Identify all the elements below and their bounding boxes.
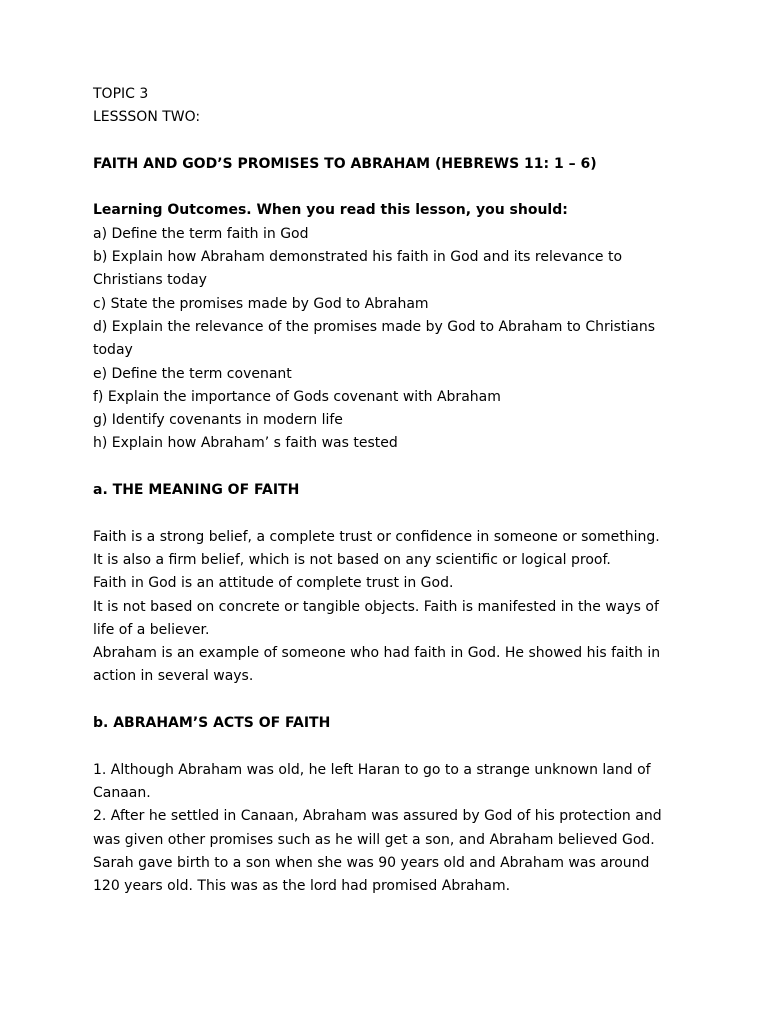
outcome-line: a) Define the term faith in God: [93, 225, 309, 242]
lesson-label: LESSSON TWO:: [93, 109, 201, 126]
outcome-line: c) State the promises made by God to Abraham: [93, 295, 429, 312]
outcomes-heading: Learning Outcomes. When you read this lesson, you should:: [93, 202, 568, 219]
paragraph-line: Faith is a strong belief, a complete trust or confidence in someone or something.: [93, 528, 660, 545]
document-page: [93, 83, 683, 898]
spacer: [93, 689, 683, 712]
outcome-line: today: [93, 342, 133, 359]
section-b-heading: b. ABRAHAM’S ACTS OF FAITH: [93, 715, 331, 732]
outcome-line: Christians today: [93, 272, 207, 289]
outcome-line: f) Explain the importance of Gods covenant with Abraham: [93, 388, 501, 405]
spacer: [93, 502, 683, 525]
paragraph-line: was given other promises such as he will get a son, and Abraham believed God.: [93, 831, 655, 848]
outcome-line: e) Define the term covenant: [93, 365, 292, 382]
paragraph-line: Faith in God is an attitude of complete trust in God.: [93, 575, 454, 592]
paragraph-line: 2. After he settled in Canaan, Abraham was assured by God of his protection and: [93, 808, 662, 825]
paragraph-line: 1. Although Abraham was old, he left Haran to go to a strange unknown land of: [93, 761, 651, 778]
outcome-line: g) Identify covenants in modern life: [93, 412, 343, 429]
topic-label: TOPIC 3: [93, 86, 149, 102]
paragraph-line: It is not based on concrete or tangible objects. Faith is manifested in the ways of: [93, 598, 659, 615]
outcome-line: h) Explain how Abraham’ s faith was tested: [93, 435, 398, 452]
section-a-heading: a. THE MEANING OF FAITH: [93, 482, 300, 499]
spacer: [93, 130, 683, 153]
paragraph-line: action in several ways.: [93, 668, 254, 685]
paragraph-line: life of a believer.: [93, 621, 210, 638]
outcome-line: d) Explain the relevance of the promises made by God to Abraham to Christians: [93, 318, 656, 335]
paragraph-line: 120 years old. This was as the lord had promised Abraham.: [93, 878, 511, 895]
paragraph-line: It is also a firm belief, which is not based on any scientific or logical proof.: [93, 551, 611, 568]
paragraph-line: Canaan.: [93, 784, 151, 801]
spacer: [93, 456, 683, 479]
spacer: [93, 735, 683, 758]
lesson-title: FAITH AND GOD’S PROMISES TO ABRAHAM (HEBREWS 11: 1 – 6): [93, 155, 597, 172]
paragraph-line: Abraham is an example of someone who had faith in God. He showed his faith in: [93, 645, 661, 662]
paragraph-line: Sarah gave birth to a son when she was 90 years old and Abraham was around: [93, 854, 650, 871]
spacer: [93, 176, 683, 199]
outcome-line: b) Explain how Abraham demonstrated his faith in God and its relevance to: [93, 249, 623, 266]
